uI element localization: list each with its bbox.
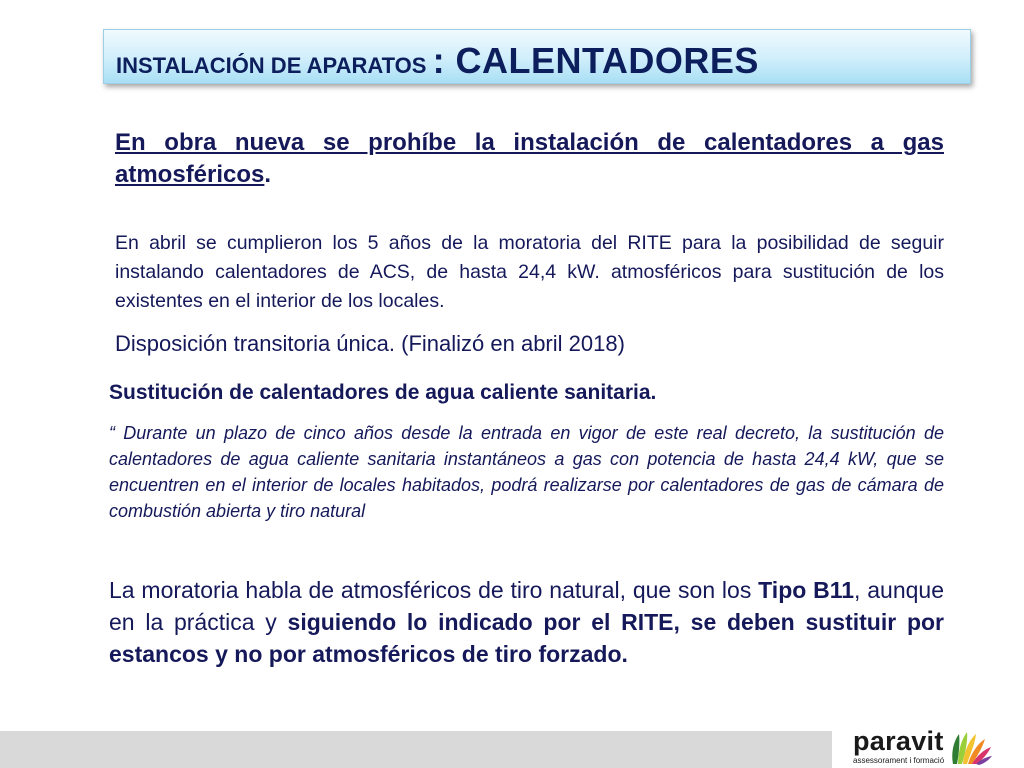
title-part-1: INSTALACIÓN DE APARATOS <box>116 53 433 78</box>
logo-name: paravit <box>853 726 944 756</box>
moratoria-paragraph: En abril se cumplieron los 5 años de la moratoria del RITE para la posibilidad de seguir instalando calentadores de ACS, de hasta 24,4 kW. atmosféricos para sustitución de los existentes en el interior de los locales. <box>115 232 944 312</box>
slide-title <box>116 40 759 82</box>
prohibition-heading-text: En obra nueva se prohíbe la instalación de calentadores a gas atmosféricos <box>115 129 944 188</box>
title-part-2: : CALENTADORES <box>432 40 759 81</box>
logo-petals-icon <box>949 726 993 766</box>
paravit-logo <box>848 726 998 768</box>
title-banner <box>103 29 971 84</box>
conclusion-text-1: La moratoria habla de atmosféricos de tiro natural, que son los <box>109 577 759 603</box>
footer-bar <box>0 731 832 768</box>
prohibition-heading <box>115 127 944 191</box>
logo-tagline: assessorament i formació <box>853 756 945 765</box>
conclusion-text-2: , aunque en la práctica y <box>109 577 945 635</box>
disposicion-line: Disposición transitoria única. (Finalizó en abril 2018) <box>115 331 625 356</box>
substitution-heading: Sustitución de calentadores de agua caliente sanitaria. <box>109 381 657 404</box>
conclusion-bold-1: Tipo B11 <box>758 577 855 603</box>
decree-quote: “ Durante un plazo de cinco años desde la entrada en vigor de este real decreto, la sustitución de calentadores de agua caliente sanitaria instantáneos a gas con potencia de hasta 24,4 kW, que se encuentren en el interior de locales habitados, podrá realizarse por calentadores de gas de cámara de combustión abierta y tiro natural <box>109 423 944 521</box>
conclusion-bold-2: siguiendo lo indicado por el RITE, se deben sustituir por estancos y no por atmosféricos de tiro forzado. <box>109 609 944 667</box>
prohibition-heading-period: . <box>264 161 272 188</box>
conclusion-paragraph <box>109 574 944 670</box>
